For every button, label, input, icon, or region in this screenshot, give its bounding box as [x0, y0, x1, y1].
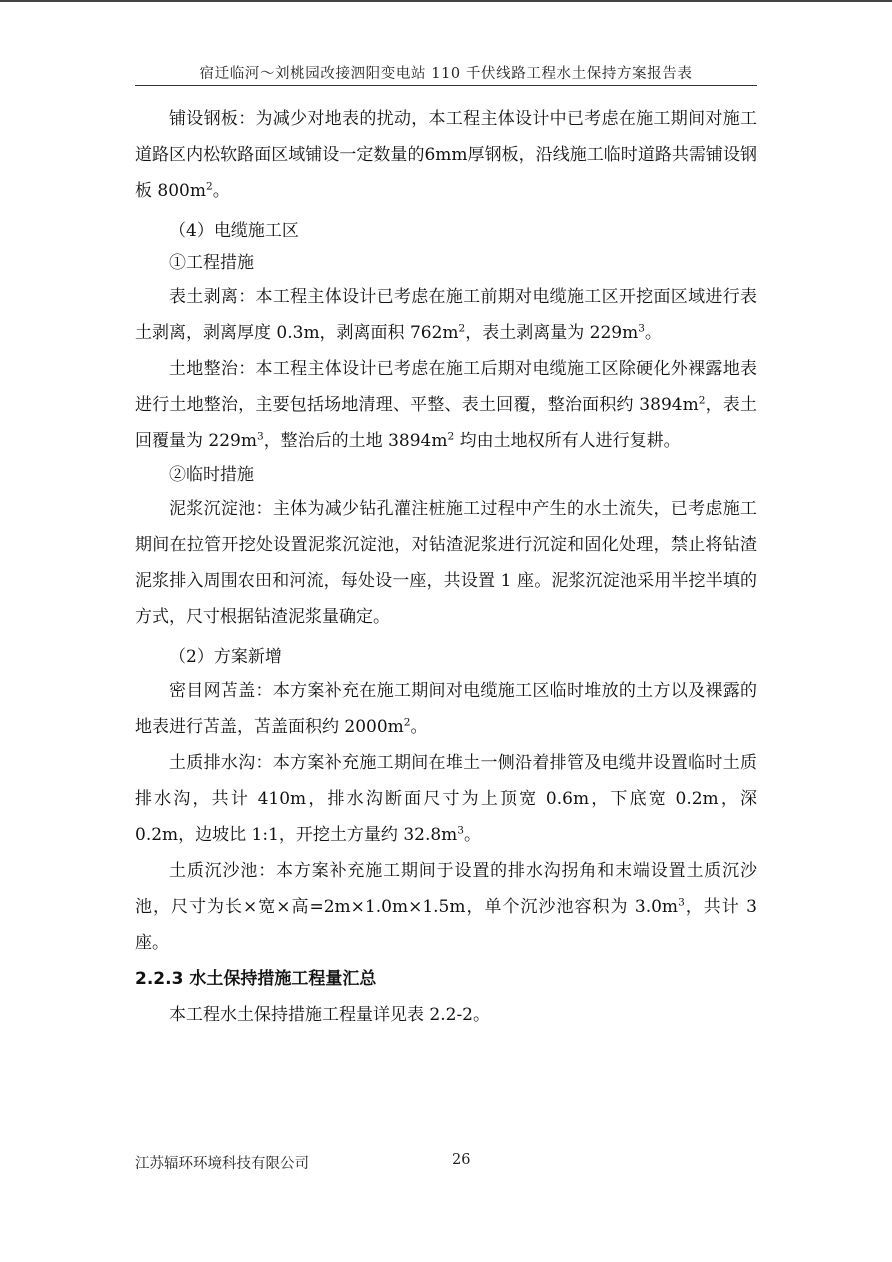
running-header: 宿迁临河～刘桃园改接泗阳变电站 110 千伏线路工程水土保持方案报告表 [199, 66, 693, 82]
subheading-plan-additions: （2）方案新增 [169, 647, 282, 667]
subheading-temporary-measures: ②临时措施 [169, 465, 254, 485]
paragraph-table-reference: 本工程水土保持措施工程量详见表 2.2-2。 [169, 1005, 490, 1025]
paragraph-mud-settling-pond: 泥浆沉淀池：主体为减少钻孔灌注桩施工过程中产生的水土流失，已考虑施工期间在拉管开挖处设置泥浆沉淀池，对钻渣泥浆进行沉淀和固化处理，禁止将钻渣泥浆排入周围农田和河流，每处设一座，共设置 1 座。泥浆沉淀池采用半挖半填的方式，尺寸根据钻渣泥浆量确定。 [135, 499, 757, 627]
paragraph-land-remediation: 土地整治：本工程主体设计已考虑在施工后期对电缆施工区除硬化外裸露地表进行土地整治，主要包括场地清理、平整、表土回覆，整治面积约 $3894m^2$，表土回覆量为 $229m^3$，整治后的土地 $3894m^2$ 均由土地权所有人进行复耕。 [135, 359, 757, 451]
paragraph-sedimentation-basin: 土质沉沙池：本方案补充施工期间于设置的排水沟拐角和末端设置土质沉沙池，尺寸为长×宽×高=2m×1.0m×1.5m，单个沉沙池容积为 $3.0m^3$，共计 3 座。 [135, 861, 757, 953]
subheading-cable-area: （4）电缆施工区 [169, 221, 299, 241]
paragraph-drainage-ditch: 土质排水沟：本方案补充施工期间在堆土一侧沿着排管及电缆井设置临时土质排水沟，共计 410m，排水沟断面尺寸为上顶宽 0.6m，下底宽 0.2m，深 0.2m，边坡比 1:1，开挖土方量约 $32.8m^3$。 [135, 753, 757, 845]
paragraph-mesh-cover: 密目网苫盖：本方案补充在施工期间对电缆施工区临时堆放的土方以及裸露的地表进行苫盖，苫盖面积约 $2000m^2$。 [135, 681, 757, 737]
body-text [135, 101, 757, 1033]
paragraph-steel-plate: 铺设钢板：为减少对地表的扰动，本工程主体设计中已考虑在施工期间对施工道路区内松软路面区域铺设一定数量的6mm厚钢板，沿线施工临时道路共需铺设钢板 $800m^2$。 [135, 109, 757, 201]
header-rule [135, 85, 757, 86]
section-heading-2-2-3: 2.2.3 水土保持措施工程量汇总 [135, 969, 377, 989]
page-top-edge [0, 0, 892, 2]
subheading-engineering-measures: ①工程措施 [169, 253, 254, 273]
footer-company: 江苏辐环环境科技有限公司 [135, 1156, 309, 1172]
paragraph-topsoil-stripping: 表土剥离：本工程主体设计已考虑在施工前期对电缆施工区开挖面区域进行表土剥离，剥离厚度 0.3m，剥离面积 $762m^2$，表土剥离量为 $229m^3$。 [135, 287, 757, 343]
page-number: 26 [452, 1152, 471, 1168]
